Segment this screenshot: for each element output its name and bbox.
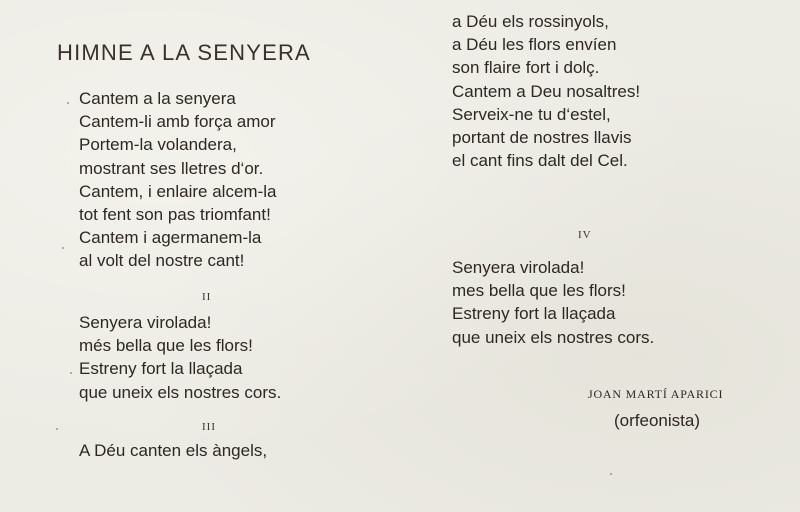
paper-speck xyxy=(62,247,64,249)
poem-line: portant de nostres llavis xyxy=(452,128,632,148)
poem-line: Cantem i agermanem-la xyxy=(79,228,262,248)
poem-title: HIMNE A LA SENYERA xyxy=(57,40,311,65)
paper-speck xyxy=(56,428,58,430)
author-role: (orfeonista) xyxy=(614,411,700,430)
poem-line: mostrant ses lletres d‘or. xyxy=(79,158,264,178)
paper-speck xyxy=(70,372,72,374)
poem-line: Estreny fort la llaçada xyxy=(79,359,243,379)
stanza-4 xyxy=(452,256,654,349)
stanza-numeral-iii: III xyxy=(202,421,216,433)
poem-line: Cantem, i enlaire alcem-la xyxy=(79,181,277,201)
paper-speck xyxy=(67,102,69,104)
poem-line: al volt del nostre cant! xyxy=(79,251,245,271)
stanza-3-start xyxy=(79,439,267,462)
stanza-numeral-iv: IV xyxy=(578,229,592,241)
poem-line: a Déu les flors envíen xyxy=(452,35,617,55)
poem-line: Senyera virolada! xyxy=(79,313,212,332)
author-name: JOAN MARTÍ APARICI xyxy=(588,387,724,401)
stanza-1 xyxy=(79,87,276,273)
stanza-2 xyxy=(79,311,281,404)
paper-speck xyxy=(610,473,612,475)
poem-line: Portem-la volandera, xyxy=(79,135,237,155)
poem-line: que uneix els nostres cors. xyxy=(452,327,655,347)
poem-line: tot fent son pas triomfant! xyxy=(79,205,271,225)
poem-line: Cantem a Deu nosaltres! xyxy=(452,81,641,101)
poem-line: més bella que les flors! xyxy=(79,336,253,356)
stanza-numeral-ii: II xyxy=(202,291,212,303)
poem-line: mes bella que les flors! xyxy=(452,281,626,301)
poem-line: Senyera virolada! xyxy=(452,258,585,277)
stanza-3-continued xyxy=(452,10,640,172)
poem-line: Serveix-ne tu d‘estel, xyxy=(452,104,611,124)
poem-line: el cant fins dalt del Cel. xyxy=(452,151,628,171)
poem-line: a Déu els rossinyols, xyxy=(452,12,609,31)
poem-line: Cantem a la senyera xyxy=(79,89,236,108)
poem-line: que uneix els nostres cors. xyxy=(79,382,282,402)
poem-line: Estreny fort la llaçada xyxy=(452,304,616,324)
poem-line: Cantem-li amb força amor xyxy=(79,112,276,132)
poem-line: A Déu canten els àngels, xyxy=(79,441,268,460)
poem-line: son flaire fort i dolç. xyxy=(452,58,600,78)
